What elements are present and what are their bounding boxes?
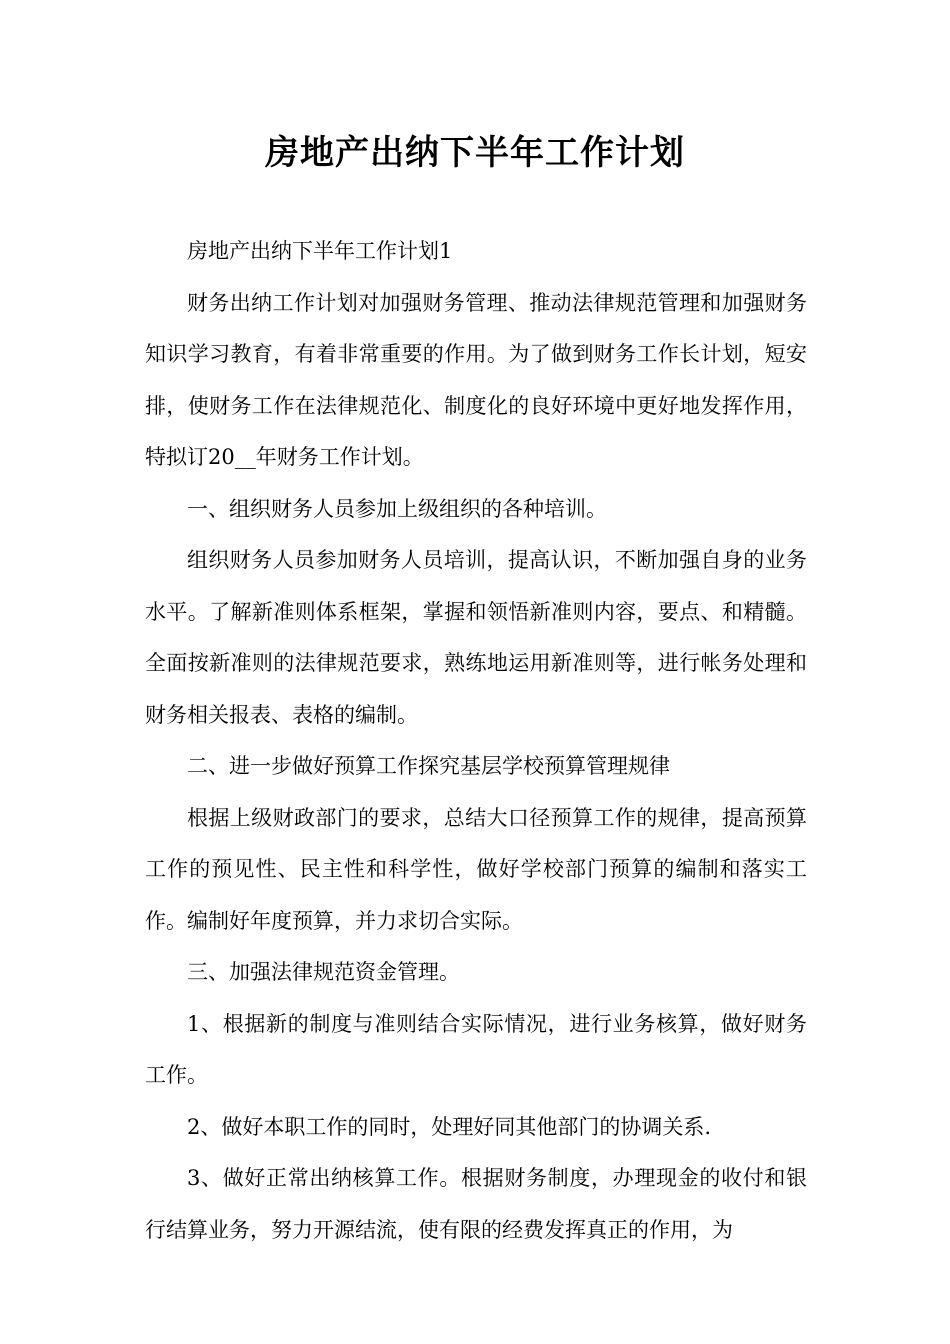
- list-item-1: 1、根据新的制度与准则结合实际情况，进行业务核算，做好财务工作。: [145, 1011, 807, 1087]
- list-item-3: 3、做好正常出纳核算工作。根据财务制度，办理现金的收付和银行结算业务，努力开源结流，使有限的经费发挥真正的作用，为: [145, 1166, 807, 1242]
- section-heading-3: 三、加强法律规范资金管理。: [187, 960, 460, 984]
- section-heading-1: 一、组织财务人员参加上级组织的各种培训。: [187, 496, 607, 521]
- subtitle-paragraph: 房地产出纳下半年工作计划1: [187, 239, 453, 263]
- section-heading-2: 二、进一步做好预算工作探究基层学校预算管理规律: [187, 754, 670, 778]
- intro-paragraph: 财务出纳工作计划对加强财务管理、推动法律规范管理和加强财务知识学习教育，有着非常重要的作用。为了做到财务工作长计划，短安排，使财务工作在法律规范化、制度化的良好环境中更好地发挥作用，特拟订20__年财务工作计划。: [145, 290, 807, 469]
- list-item-2: 2、做好本职工作的同时，处理好同其他部门的协调关系.: [187, 1114, 712, 1139]
- document-title: 房地产出纳下半年工作计划: [265, 133, 685, 173]
- section-2-paragraph: 根据上级财政部门的要求，总结大口径预算工作的规律，提高预算工作的预见性、民主性和科学性，做好学校部门预算的编制和落实工作。编制好年度预算，并力求切合实际。: [145, 805, 807, 933]
- document-body: [145, 226, 807, 1256]
- section-1-paragraph: 组织财务人员参加财务人员培训，提高认识，不断加强自身的业务水平。了解新准则体系框架，掌握和领悟新准则内容，要点、和精髓。全面按新准则的法律规范要求，熟练地运用新准则等，进行帐务处理和财务相关报表、表格的编制。: [145, 548, 807, 727]
